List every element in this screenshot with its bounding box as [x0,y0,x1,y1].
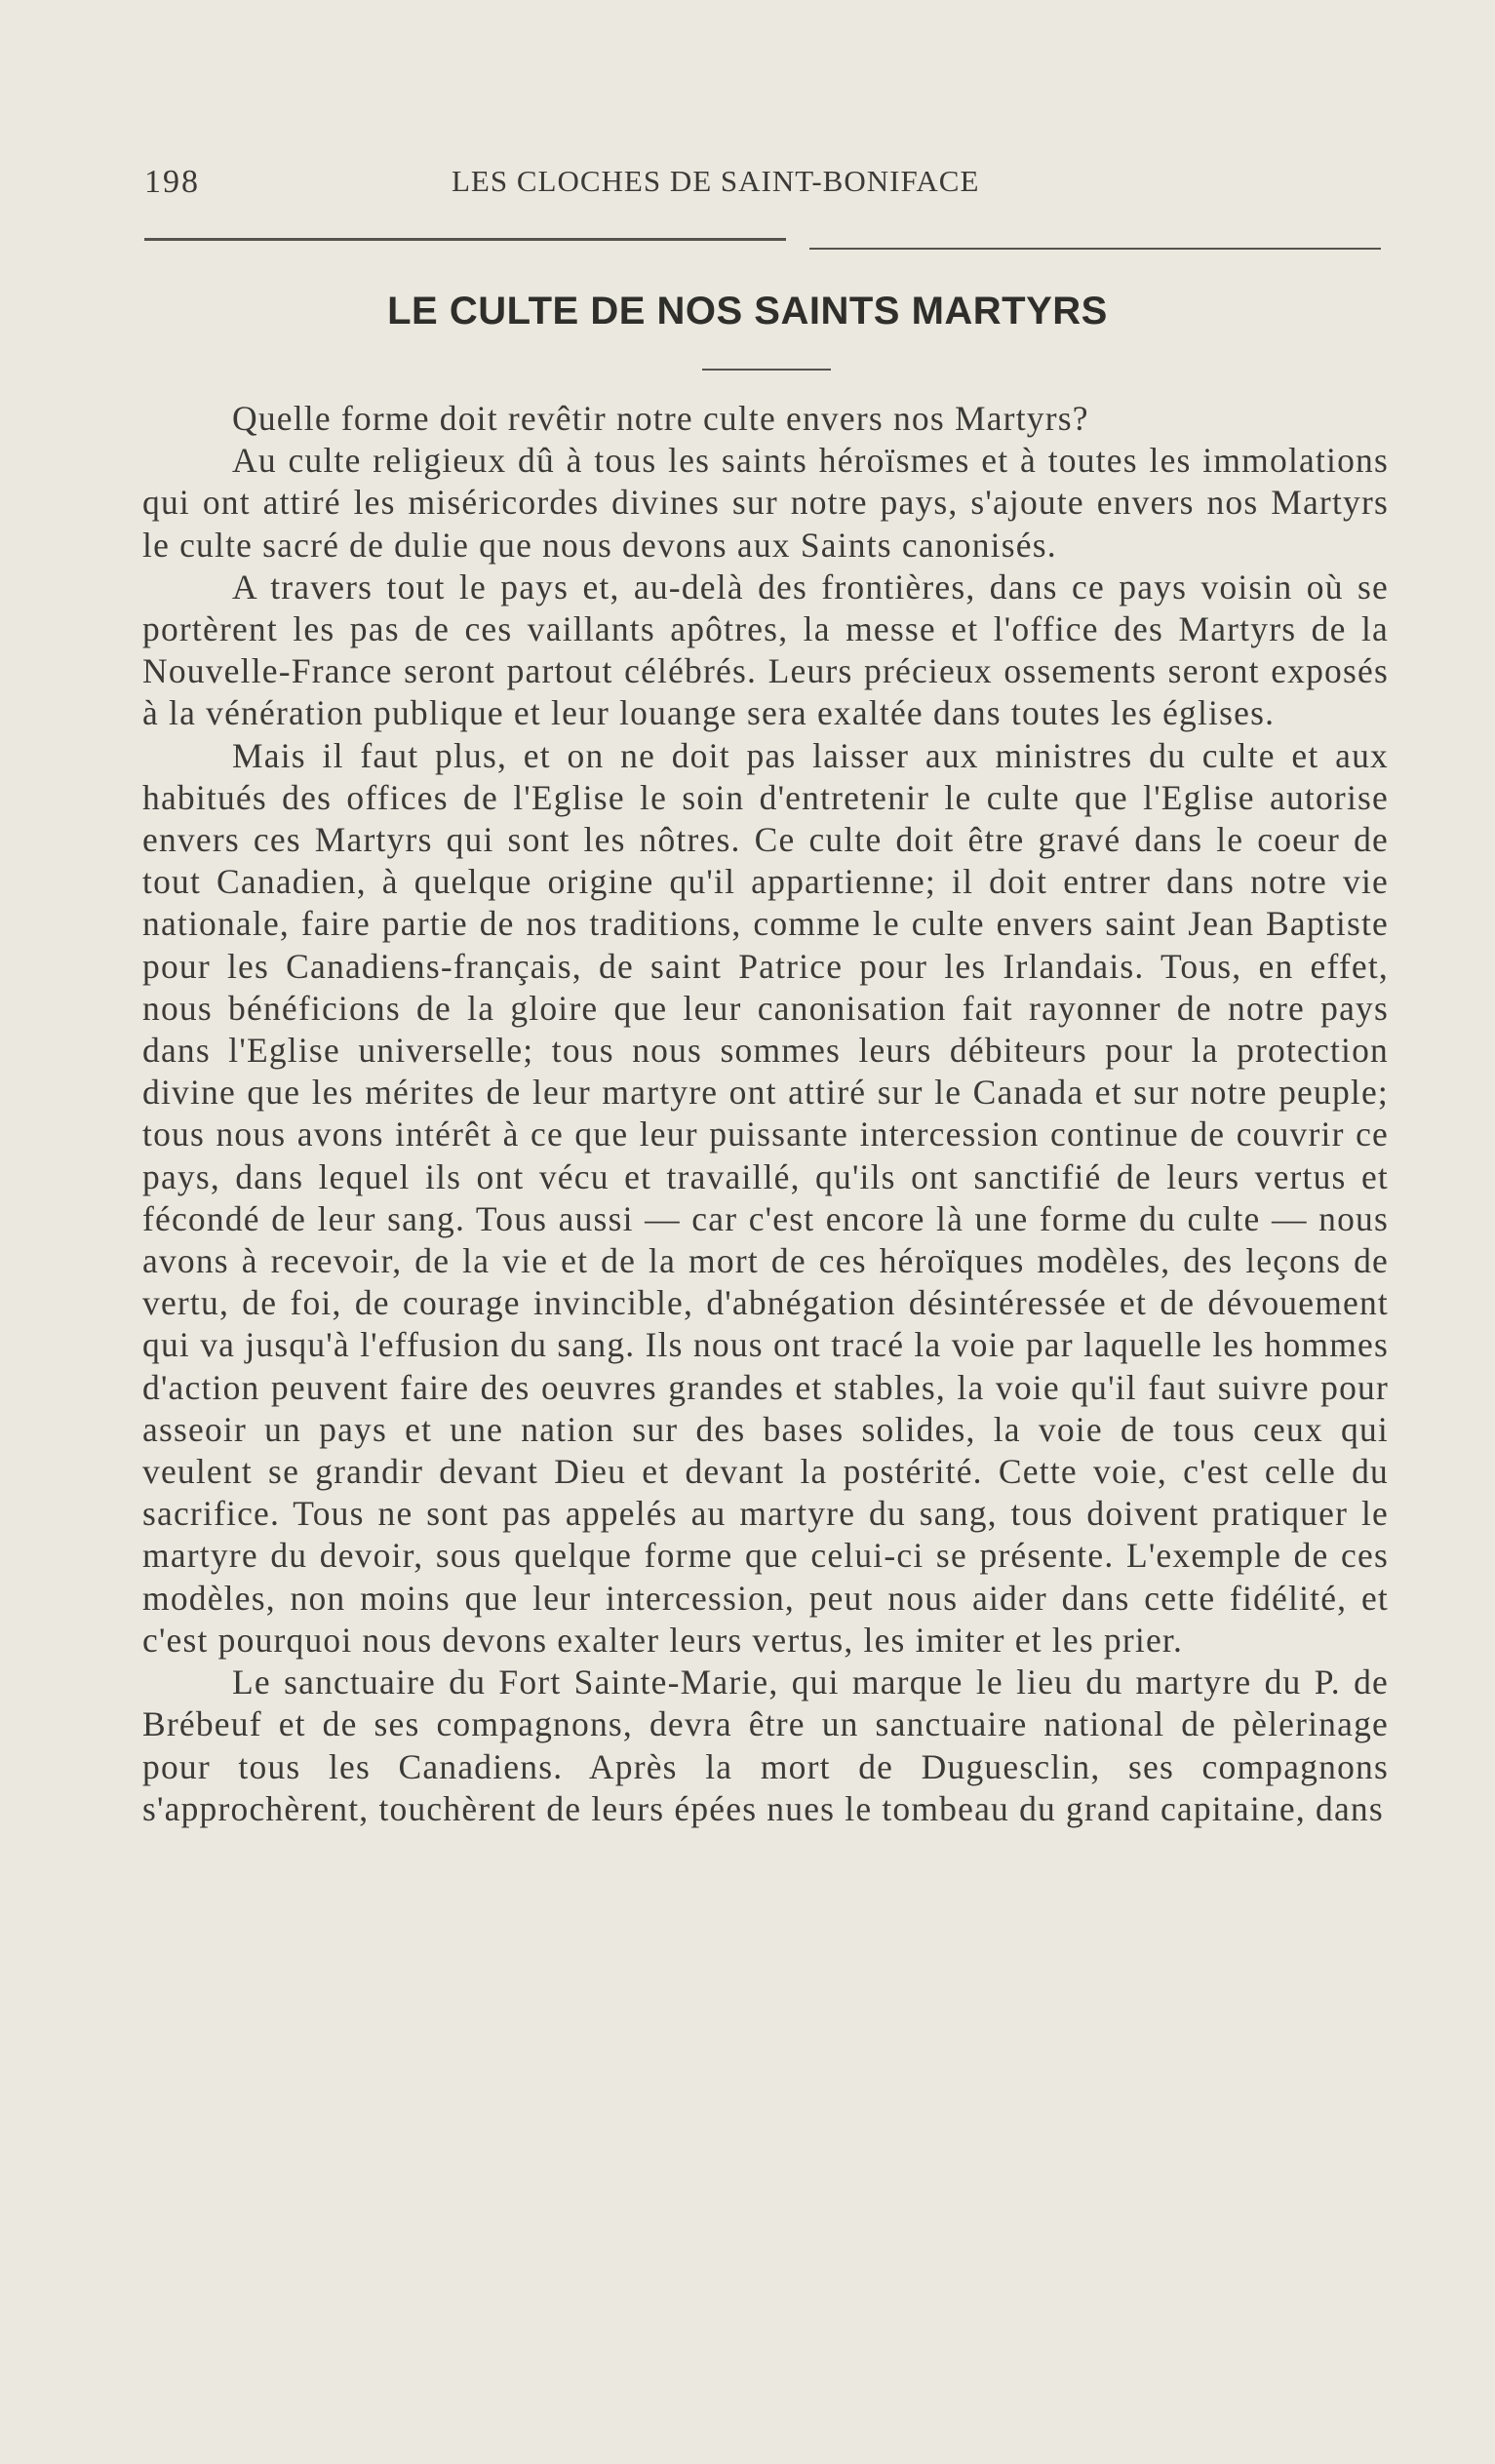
article-title: LE CULTE DE NOS SAINTS MARTYRS [387,290,1108,332]
running-head [144,164,1383,213]
page-number: 198 [144,164,200,200]
title-underline-rule [702,369,831,371]
paragraph-2: Au culte religieux dû à tous les saints héroïsmes et à toutes les immolations qui ont attiré les miséricordes divines sur notre pays, s'ajoute envers nos Martyrs le culte sacré de dulie que nous devons aux Saints canonisés. [142,441,1389,565]
running-title: LES CLOCHES DE SAINT-BONIFACE [452,164,980,198]
paragraph-1: Quelle forme doit revêtir notre culte envers nos Martyrs? [232,399,1089,438]
paragraph-4: Mais il faut plus, et on ne doit pas laisser aux ministres du culte et aux habitués des offices de l'Eglise le soin d'entretenir le culte que l'Eglise autorise envers ces Martyrs qui sont les nôtres. Ce culte doit être gravé dans le coeur de tout Canadien, à quelque origine qu'il appartienne; il doit entrer dans notre vie nationale, faire partie de nos traditions, comme le culte envers saint Jean Baptiste pour les Canadiens-français, de saint Patrice pour les Irlandais. Tous, en effet, nous bénéficions de la gloire que leur canonisation fait rayonner de notre pays dans l'Eglise universelle; tous nous sommes leurs débiteurs pour la protection divine que les mérites de leur martyre ont attiré sur le Canada et sur notre peuple; tous nous avons intérêt à ce que leur puissante intercession continue de couvrir ce pays, dans lequel ils ont vécu et travaillé, qu'ils ont sanctifié de leurs vertus et fécondé de leur sang. Tous aussi — car c'est encore là une forme du culte — nous avons à recevoir, de la vie et de la mort de ces héroïques modèles, des leçons de vertu, de foi, de courage invincible, d'abnégation désintéressée et de dévouement qui va jusqu'à l'effusion du sang. Ils nous ont tracé la voie par laquelle les hommes d'action peuvent faire des oeuvres grandes et stables, la voie qu'il faut suivre pour asseoir un pays et une nation sur des bases solides, la voie de tous ceux qui veulent se grandir devant Dieu et devant la postérité. Cette voie, c'est celle du sacrifice. Tous ne sont pas appelés au martyre du sang, tous doivent pratiquer le martyre du devoir, sous quelque forme que celui-ci se présente. L'exemple de ces modèles, non moins que leur intercession, peut nous aider dans cette fidélité, et c'est pourquoi nous devons exalter leurs vertus, les imiter et les prier. [142,735,1389,1660]
header-rule-right [809,248,1381,250]
header-rule-left [144,238,786,241]
article-body [142,398,1389,1830]
paragraph-5: Le sanctuaire du Fort Sainte-Marie, qui marque le lieu du martyre du P. de Brébeuf et de ses compagnons, devra être un sanctuaire national de pèlerinage pour tous les Canadiens. Après la mort de Duguesclin, ses compagnons s'approchèrent, touchèrent de leurs épées nues le tombeau du grand capitaine, dans [142,1662,1389,1828]
paragraph-3: A travers tout le pays et, au-delà des frontières, dans ce pays voisin où se portèrent les pas de ces vaillants apôtres, la messe et l'office des Martyrs de la Nouvelle-France seront partout célébrés. Leurs précieux ossements seront exposés à la vénération publique et leur louange sera exaltée dans toutes les églises. [142,567,1389,733]
